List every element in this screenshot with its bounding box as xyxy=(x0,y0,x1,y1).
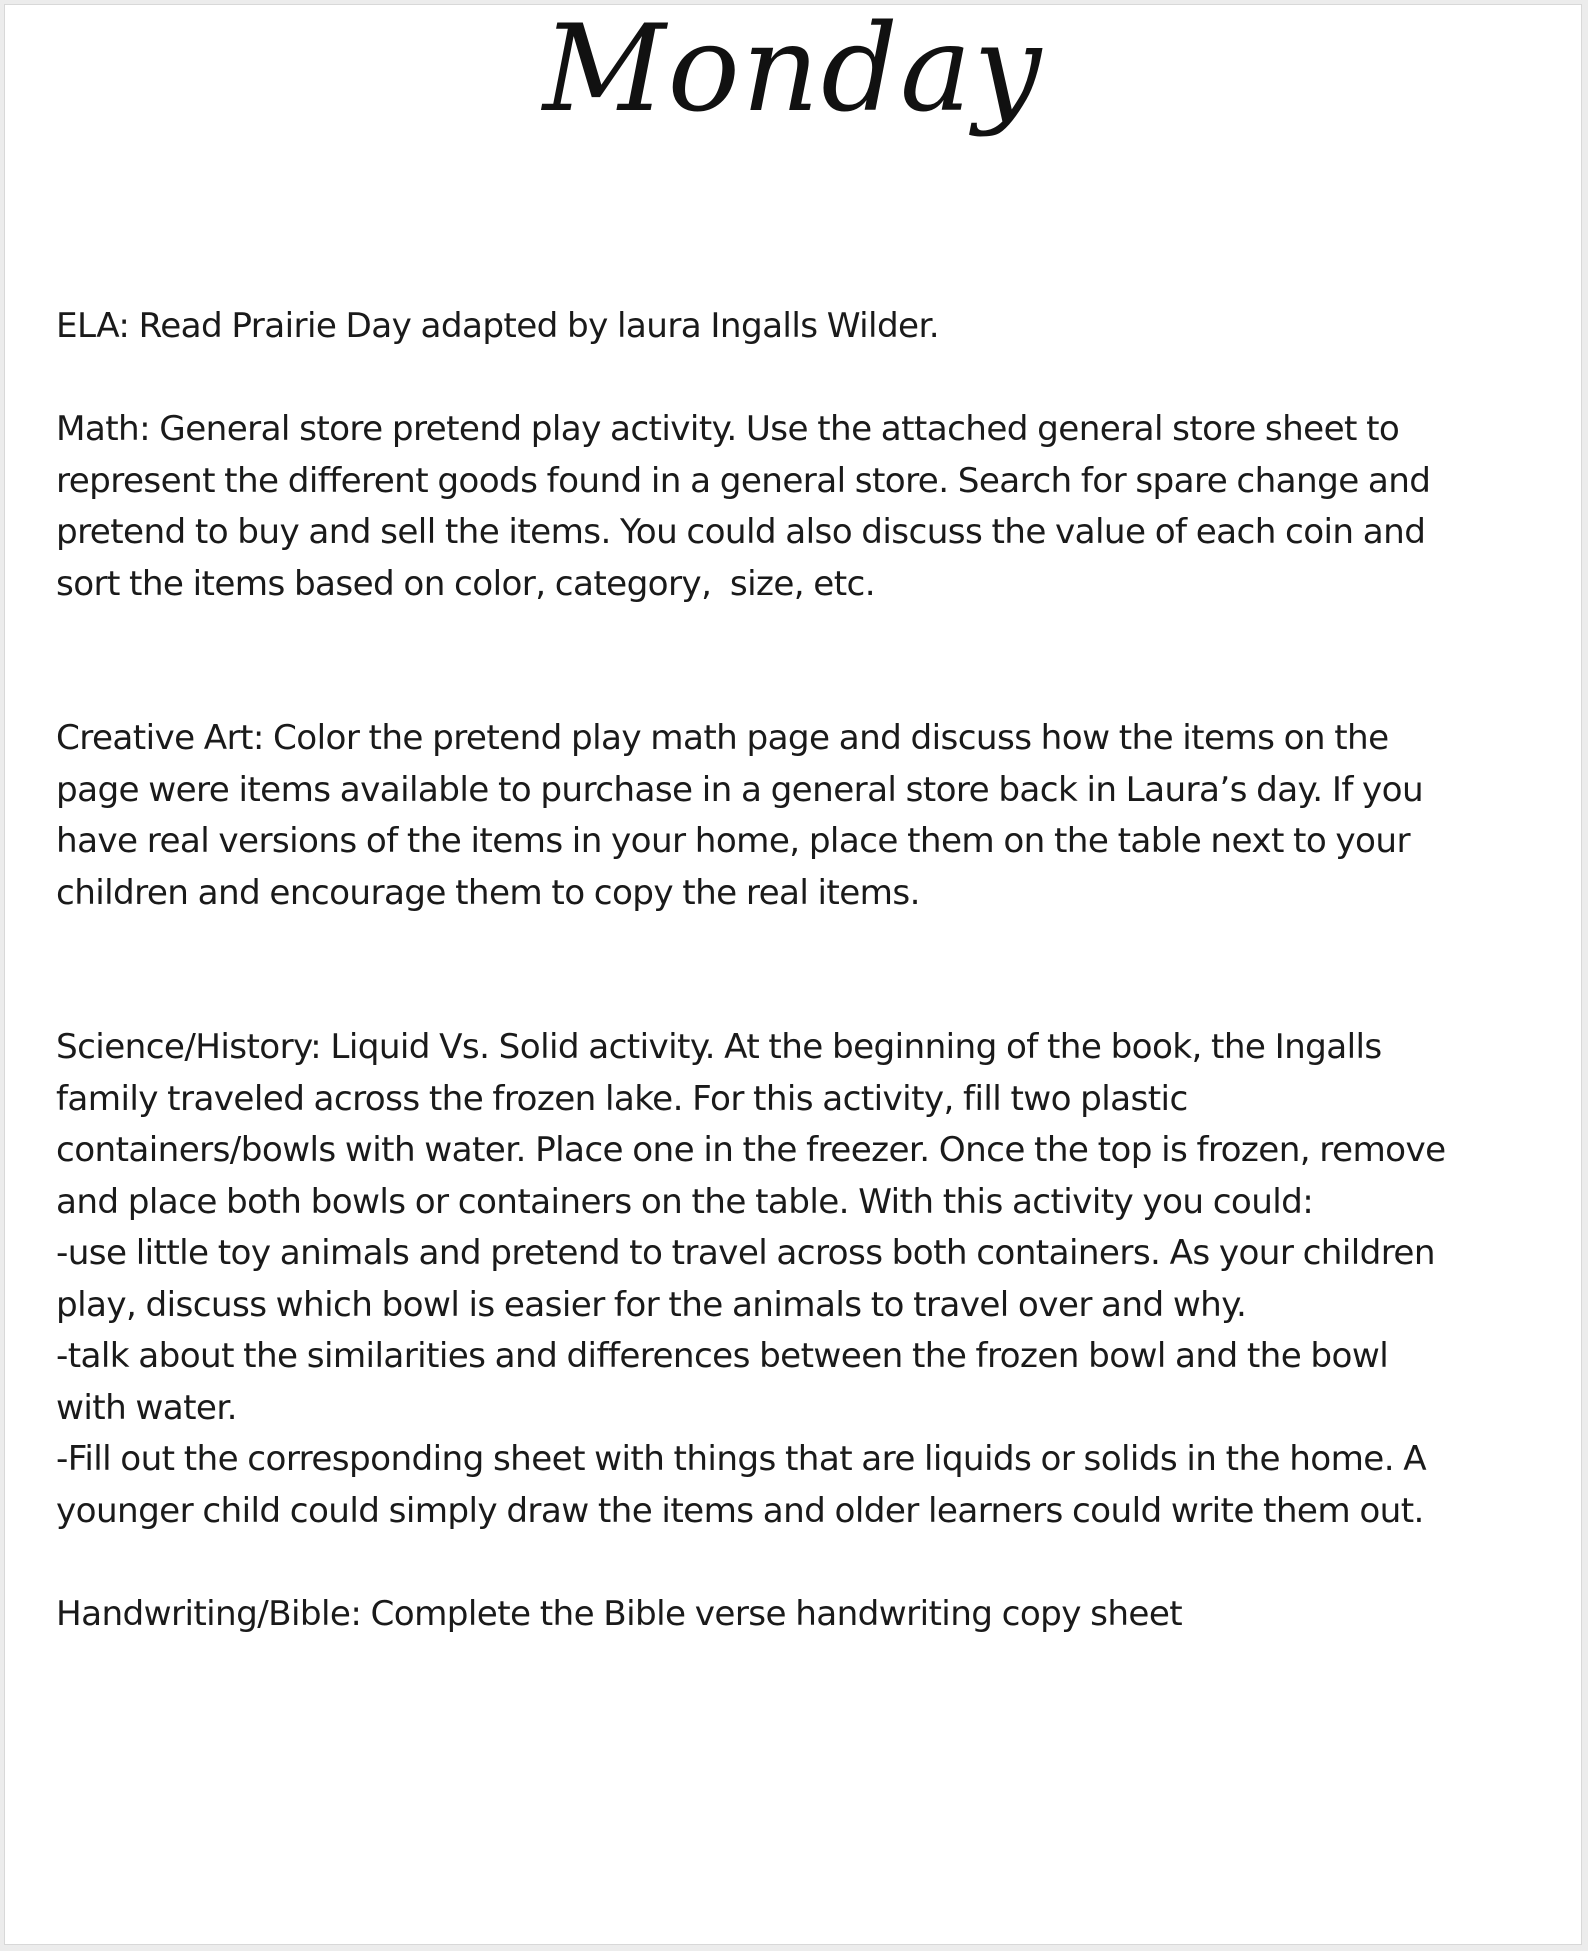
handwriting-bible-section xyxy=(56,1589,1581,1641)
science-history-line: and place both bowls or containers on the table. With this activity you could: xyxy=(56,1181,1314,1222)
math-line: Math: General store pretend play activity. Use the attached general store sheet to xyxy=(56,409,1400,449)
science-history-line: containers/bowls with water. Place one in the freezer. Once the top is frozen, remove xyxy=(56,1130,1446,1170)
creative-art-line: Creative Art: Color the pretend play math page and discuss how the items on the xyxy=(56,718,1389,758)
science-history-line: -talk about the similarities and differences between the frozen bowl and the bowl xyxy=(56,1336,1389,1376)
ela-section xyxy=(56,301,1581,353)
creative-art-line: page were items available to purchase in a general store back in Laura’s day. If you xyxy=(56,769,1424,810)
creative-art-section xyxy=(56,713,1581,919)
math-line: pretend to buy and sell the items. You could also discuss the value of each coin and xyxy=(56,512,1426,552)
creative-art-line: children and encourage them to copy the real items. xyxy=(56,872,920,913)
lesson-plan-body xyxy=(56,301,1581,1640)
science-history-line: family traveled across the frozen lake. For this activity, fill two plastic xyxy=(56,1078,1188,1119)
document-page xyxy=(4,0,1582,1945)
math-line: represent the different goods found in a general store. Search for spare change and xyxy=(56,460,1431,501)
science-history-line: Science/History: Liquid Vs. Solid activity. At the beginning of the book, the Ingalls xyxy=(56,1027,1382,1067)
creative-art-line: have real versions of the items in your home, place them on the table next to your xyxy=(56,821,1410,861)
page-title: Monday xyxy=(542,0,1044,139)
handwriting-bible-line: Handwriting/Bible: Complete the Bible verse handwriting copy sheet xyxy=(56,1593,1183,1634)
science-history-line: with water. xyxy=(56,1387,237,1428)
science-history-section xyxy=(56,1022,1581,1537)
math-line: sort the items based on color, category, size, etc. xyxy=(56,563,875,604)
science-history-line: play, discuss which bowl is easier for the animals to travel over and why. xyxy=(56,1284,1247,1325)
science-history-line: -use little toy animals and pretend to travel across both containers. As your children xyxy=(56,1233,1435,1273)
ela-line: ELA: Read Prairie Day adapted by laura Ingalls Wilder. xyxy=(56,306,940,346)
science-history-line: -Fill out the corresponding sheet with things that are liquids or solids in the home. A xyxy=(56,1439,1427,1479)
math-section xyxy=(56,404,1581,610)
science-history-line: younger child could simply draw the items and older learners could write them out. xyxy=(56,1490,1424,1531)
